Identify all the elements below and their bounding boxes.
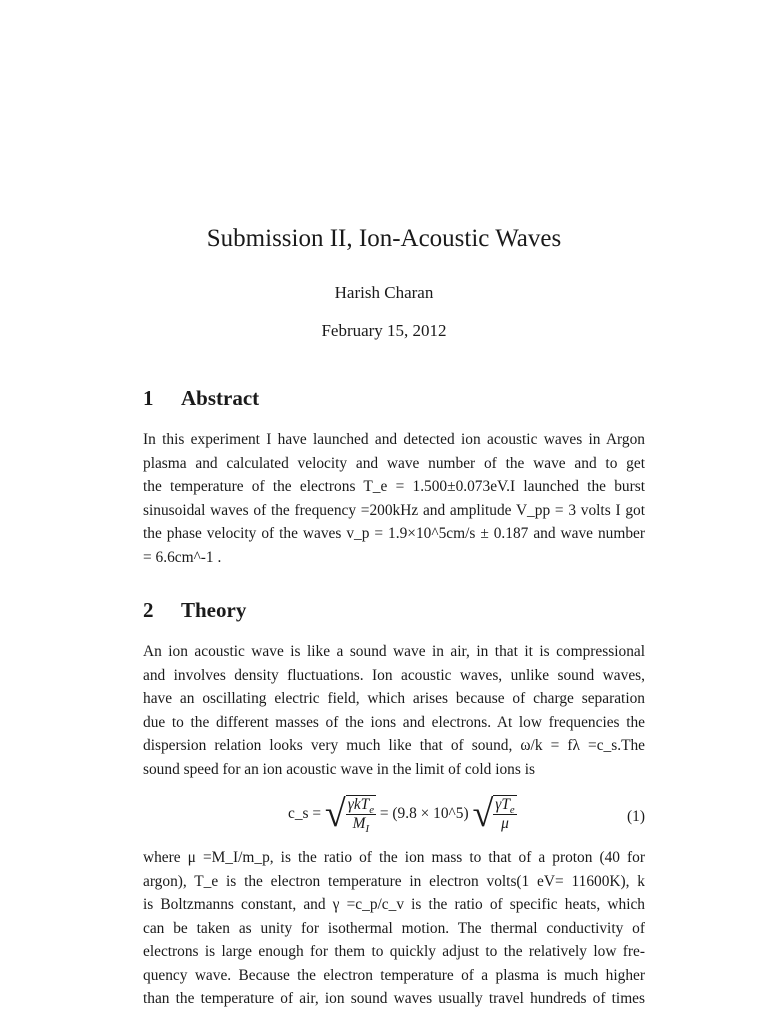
sound-speed-formula [288,795,517,841]
text-line: An ion acoustic wave is like a sound wave in air, in that it is compressional [143,643,645,660]
text-line: have an oscillating electric field, which arises because of charge separation [143,690,645,707]
text-line: sound speed for an ion acoustic wave in the limit of cold ions is [143,760,535,778]
text-line: dispersion relation looks very much like that of sound, ω/k = fλ =c_s.The [143,737,645,754]
text-line: In this experiment I have launched and detected ion acoustic waves in Argon [143,431,645,448]
text-line: plasma and calculated velocity and wave number of the wave and to get [143,454,645,472]
text-line: where μ =M_I/m_p, is the ratio of the ion mass to that of a proton (40 for [143,849,645,866]
text-line: the temperature of the electrons T_e = 1.500±0.073eV.I launched the burst [143,478,645,495]
section-number: 1 [143,386,154,410]
author-name: Harish Charan [334,283,434,302]
sqrt-term: √ $\frac{\gamma T_e}{\mu}$ [472,793,515,835]
equation-number: (1) [627,808,645,825]
paper-title: Submission II, Ion-Acoustic Waves [206,225,562,252]
section-heading-abstract [143,386,259,411]
equation-mid: = (9.8 × 10^5) [379,805,469,822]
section-number: 2 [143,598,154,622]
text-line: quency wave. Because the electron temperature of a plasma is much higher [143,966,645,984]
text-line: due to the different masses of the ions and electrons. At low frequencies the [143,713,645,731]
theory-paragraph-2 [143,846,645,1011]
text-line: electrons is large enough for them to quickly adjust to the relatively low fre- [143,943,645,960]
abstract-paragraph [143,428,645,569]
text-line: = 6.6cm^-1 . [143,548,222,566]
theory-paragraph-1 [143,640,645,781]
sqrt-term: √ $\frac{\gamma kT_e}{M_I}$ [324,793,375,836]
section-title: Theory [181,598,247,622]
section-title: Abstract [181,386,260,410]
text-line: the phase velocity of the waves v_p = 1.9×10^5cm/s ± 0.187 and wave number [143,525,645,542]
paper-date: February 15, 2012 [321,321,447,340]
text-line: than the temperature of air, ion sound waves usually travel hundreds of times [143,990,645,1007]
text-line: can be taken as unity for isothermal motion. The thermal conductivity of [143,919,645,937]
text-line: argon), T_e is the electron temperature in electron volts(1 eV= 11600K), k [143,872,645,890]
section-heading-theory [143,598,246,623]
text-line: sinusoidal waves of the frequency =200kHz and amplitude V_pp = 3 volts I got [143,501,645,519]
text-line: and involves density fluctuations. Ion acoustic waves, unlike sound waves, [143,666,645,684]
equation-lhs: c_s = [288,805,322,822]
equation-1 [143,795,645,841]
text-line: is Boltzmanns constant, and γ =c_p/c_v is the ratio of specific heats, which [143,896,645,913]
